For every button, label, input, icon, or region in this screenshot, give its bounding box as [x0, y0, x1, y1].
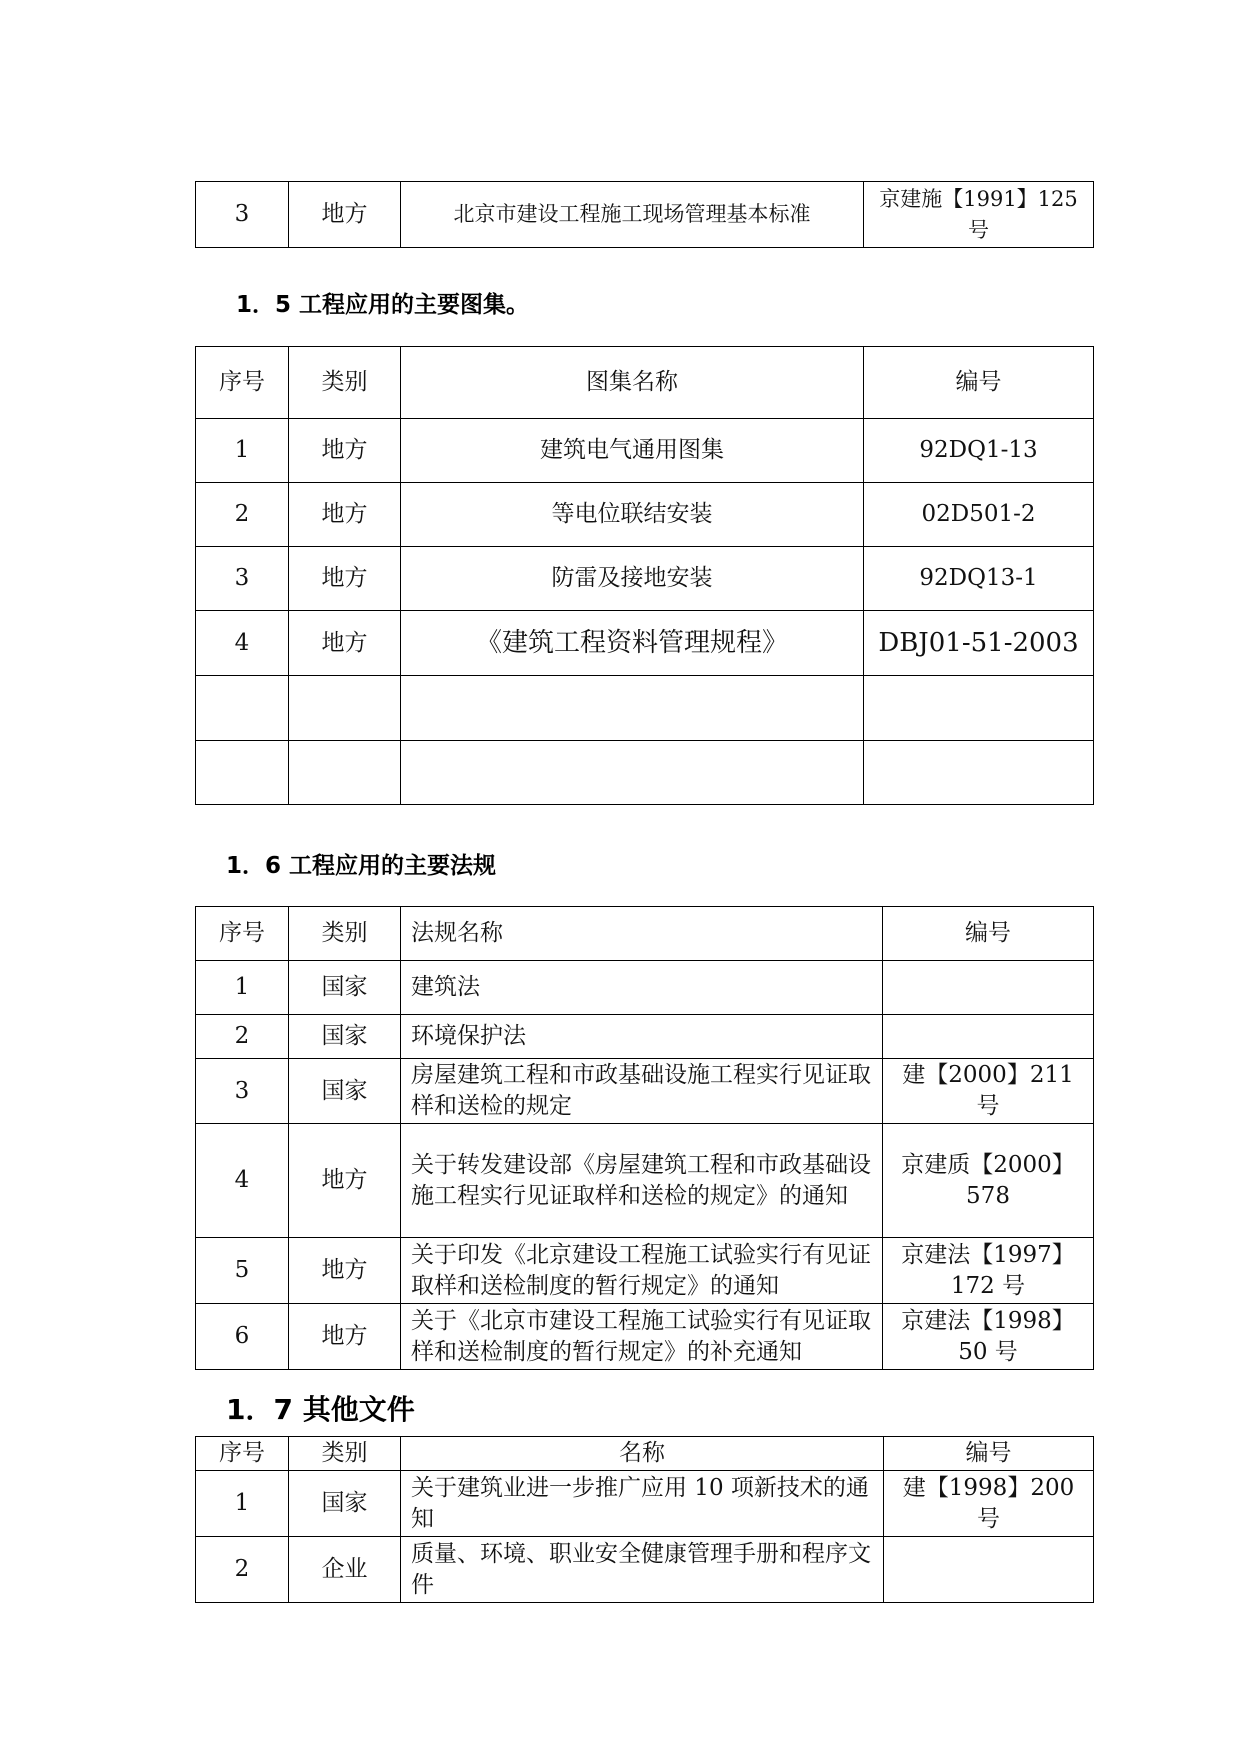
header-category: 类别 — [289, 1437, 401, 1471]
cell-code: 京建法【1998】50 号 — [883, 1304, 1094, 1370]
table-row — [196, 611, 1094, 676]
cell-empty — [864, 676, 1094, 741]
cell-name: 关于印发《北京建设工程施工试验实行有见证取样和送检制度的暂行规定》的通知 — [401, 1238, 883, 1304]
header-code: 编号 — [883, 907, 1094, 961]
cell-no: 1 — [196, 419, 289, 483]
cell-category: 地方 — [289, 483, 401, 547]
table-row — [196, 182, 1094, 248]
cell-category: 地方 — [289, 182, 401, 248]
header-category: 类别 — [289, 907, 401, 961]
cell-no: 2 — [196, 483, 289, 547]
cell-code — [884, 1537, 1094, 1603]
cell-category: 国家 — [289, 1471, 401, 1537]
standards-table-continued — [195, 181, 1094, 248]
cell-name: 关于《北京市建设工程施工试验实行有见证取样和送检制度的暂行规定》的补充通知 — [401, 1304, 883, 1370]
section-title-regulations: 1．6 工程应用的主要法规 — [226, 853, 497, 879]
section-title-atlases: 1．5 工程应用的主要图集。 — [236, 292, 530, 318]
cell-no: 5 — [196, 1238, 289, 1304]
cell-code — [883, 1015, 1094, 1059]
table-row — [196, 1059, 1094, 1124]
cell-category: 地方 — [289, 1238, 401, 1304]
cell-code: 京建施【1991】125 号 — [864, 182, 1094, 248]
header-code: 编号 — [884, 1437, 1094, 1471]
cell-code: 02D501-2 — [864, 483, 1094, 547]
header-no: 序号 — [196, 1437, 289, 1471]
cell-category: 国家 — [289, 1015, 401, 1059]
header-no: 序号 — [196, 347, 289, 419]
cell-name: 《建筑工程资料管理规程》 — [401, 611, 864, 676]
header-name: 图集名称 — [401, 347, 864, 419]
other-documents-table — [195, 1436, 1094, 1603]
table-row — [196, 1124, 1094, 1238]
cell-name: 北京市建设工程施工现场管理基本标准 — [401, 182, 864, 248]
cell-no: 2 — [196, 1015, 289, 1059]
cell-empty — [864, 741, 1094, 805]
cell-code: 建【1998】200 号 — [884, 1471, 1094, 1537]
table-row — [196, 483, 1094, 547]
cell-empty — [401, 676, 864, 741]
cell-empty — [289, 741, 401, 805]
cell-empty — [196, 741, 289, 805]
cell-code: 京建法【1997】172 号 — [883, 1238, 1094, 1304]
cell-category: 地方 — [289, 547, 401, 611]
header-no: 序号 — [196, 907, 289, 961]
table-row — [196, 1304, 1094, 1370]
cell-category: 地方 — [289, 419, 401, 483]
cell-no: 2 — [196, 1537, 289, 1603]
table-row — [196, 419, 1094, 483]
cell-name: 关于转发建设部《房屋建筑工程和市政基础设施工程实行见证取样和送检的规定》的通知 — [401, 1124, 883, 1238]
atlases-table — [195, 346, 1094, 805]
cell-code: 建【2000】211 号 — [883, 1059, 1094, 1124]
cell-code: 92DQ13-1 — [864, 547, 1094, 611]
cell-no: 1 — [196, 961, 289, 1015]
table-row — [196, 547, 1094, 611]
cell-category: 国家 — [289, 1059, 401, 1124]
cell-category: 企业 — [289, 1537, 401, 1603]
cell-no: 4 — [196, 611, 289, 676]
table-header-row — [196, 1437, 1094, 1471]
header-category: 类别 — [289, 347, 401, 419]
cell-code: 92DQ1-13 — [864, 419, 1094, 483]
cell-category: 地方 — [289, 1304, 401, 1370]
cell-name: 关于建筑业进一步推广应用 10 项新技术的通知 — [401, 1471, 884, 1537]
cell-name: 建筑法 — [401, 961, 883, 1015]
cell-empty — [401, 741, 864, 805]
cell-category: 国家 — [289, 961, 401, 1015]
table-header-row — [196, 907, 1094, 961]
cell-name: 房屋建筑工程和市政基础设施工程实行见证取样和送检的规定 — [401, 1059, 883, 1124]
cell-name: 等电位联结安装 — [401, 483, 864, 547]
cell-empty — [196, 676, 289, 741]
header-name: 法规名称 — [401, 907, 883, 961]
cell-no: 3 — [196, 547, 289, 611]
cell-no: 6 — [196, 1304, 289, 1370]
cell-code: 京建质【2000】578 — [883, 1124, 1094, 1238]
cell-no: 1 — [196, 1471, 289, 1537]
table-row — [196, 961, 1094, 1015]
cell-code — [883, 961, 1094, 1015]
cell-name: 建筑电气通用图集 — [401, 419, 864, 483]
cell-no: 3 — [196, 182, 289, 248]
header-name: 名称 — [401, 1437, 884, 1471]
cell-category: 地方 — [289, 611, 401, 676]
cell-no: 3 — [196, 1059, 289, 1124]
table-row-empty — [196, 676, 1094, 741]
cell-no: 4 — [196, 1124, 289, 1238]
table-row — [196, 1015, 1094, 1059]
cell-empty — [289, 676, 401, 741]
cell-name: 防雷及接地安装 — [401, 547, 864, 611]
regulations-table — [195, 906, 1094, 1370]
section-title-other-documents: 1．7 其他文件 — [226, 1393, 415, 1426]
cell-name: 环境保护法 — [401, 1015, 883, 1059]
table-row — [196, 1537, 1094, 1603]
table-row — [196, 1471, 1094, 1537]
header-code: 编号 — [864, 347, 1094, 419]
table-row-empty — [196, 741, 1094, 805]
cell-name: 质量、环境、职业安全健康管理手册和程序文件 — [401, 1537, 884, 1603]
table-header-row — [196, 347, 1094, 419]
cell-category: 地方 — [289, 1124, 401, 1238]
cell-code: DBJ01-51-2003 — [864, 611, 1094, 676]
table-row — [196, 1238, 1094, 1304]
